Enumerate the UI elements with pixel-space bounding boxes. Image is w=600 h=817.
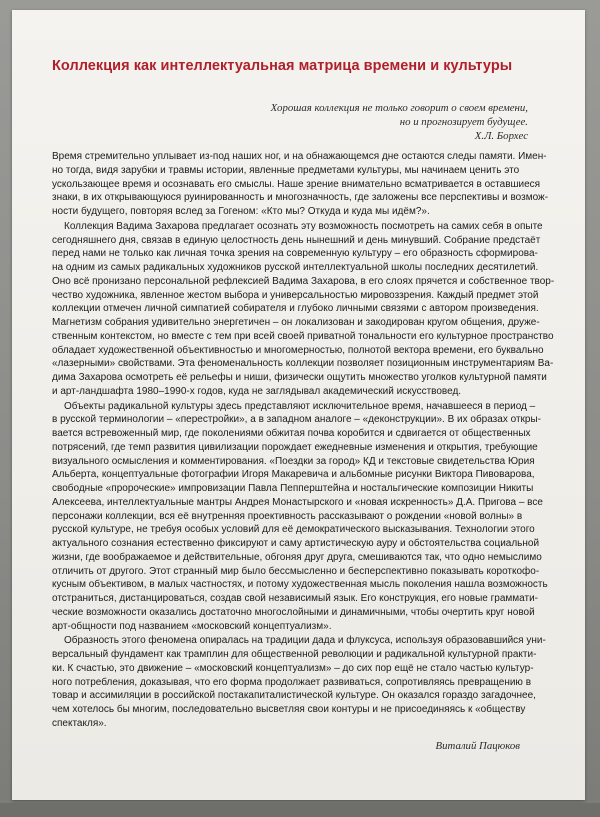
- paragraph-line: дима Захарова осмотреть её рельефы и ниши, физически ощутить множество уголков культурной памяти: [52, 372, 547, 383]
- epigraph: [271, 101, 528, 144]
- paragraph-line: отличить от другого. Этот странный мир было бессмысленно и бесперспективно показывать короткофо-: [52, 565, 540, 577]
- paragraph-line: Альберта, концептуальные фотографии Игоря Макаревича и альбомные рисунки Виктора Пивоварова,: [52, 469, 535, 481]
- paragraph-line: жизни, где воображаемое и действительные, обгоняя друг друга, смешиваются так, что одно немыслимо: [52, 551, 542, 563]
- paragraph-line: версальный фундамент как трамплин для общественной революции и радикальной культурной практи-: [52, 649, 537, 660]
- paragraph-line: товар и ассимиляции в российской постакапиталистической культуре. Он оказался гораздо загадочнее,: [52, 690, 536, 702]
- paragraph-line: ственным контекстом, но вместе с тем при всей своей приватной тональности его культурное пространство: [52, 330, 554, 342]
- paragraph-line: ускользающее время и осознавать его смыслы. Наше зрение внимательно всматривается в оставшиеся: [52, 178, 541, 190]
- paragraph-line: актуального сознания естественно фиксируют и саму артистическую ауру и обстоятельства социальной: [52, 538, 540, 549]
- author-signature: Виталий Пацюков: [435, 740, 520, 752]
- paragraph-line: ки. К счастью, это движение – «московский концептуализм» – до сих пор ещё не стало частью культур-: [52, 662, 534, 674]
- paragraph-line: ного потребления, доказывая, что его форма продолжает развиваться, сопротивляясь превращению в: [52, 676, 532, 688]
- paragraph-line: Магнетизм собрания удивительно энергетичен – он локализован и закодирован кругом общения, друже-: [52, 317, 540, 328]
- paragraph-line: кусным объективом, в малых частностях, и потому художественная мысль поколения нашла возможность: [52, 579, 548, 591]
- paragraph-line: спектакля».: [52, 717, 107, 729]
- paragraph-line: в русской терминологии – «перестройки», а в западном аналоге – «деконструкции». В их образах откры-: [52, 414, 541, 426]
- paragraph-line: ности будущего, повторяя вслед за Гогеном: «Кто мы? Откуда и куда мы идём?».: [52, 206, 430, 217]
- floor-edge: [0, 803, 600, 817]
- paragraph-line: Время стремительно уплывает из-под наших ног, и на обнажающемся дне остаются следы памяти. Имен-: [52, 151, 547, 162]
- paragraph-line: и арт-ландшафта 1980–1990-х годов, куда не заглядывал академический искусствовед.: [52, 385, 462, 397]
- poster-title: Коллекция как интеллектуальная матрица времени и культуры: [52, 58, 513, 74]
- paragraph-line: арт-общности под названием «московский концептуализм».: [52, 620, 332, 632]
- paragraph-line: знаки, в их открывающуюся руинированность и многозначность, где заложены все перспективы и возмож-: [52, 192, 549, 204]
- paragraph-line: обладает художественной объективностью и многомерностью, полнотой вектора времени, его буквально: [52, 344, 544, 356]
- paragraph-line: персонажи коллекции, вся её внутренняя проективность рассказывают о рождении «новой волны» в: [52, 510, 523, 522]
- paragraph-line: «лазерными» свойствами. Эта феноменальность коллекции позволяет позиционным инструментариям Ва-: [52, 358, 554, 370]
- paragraph: [52, 400, 554, 634]
- body-text: [52, 150, 554, 731]
- paragraph-line: русской культуре, не требуя особых условий для её демократического высказывания. Технологии этого: [52, 524, 535, 536]
- paragraph-line: ческие возможности оказались достаточно многослойными и динамичными, чтобы очертить круг новой: [52, 606, 535, 618]
- epigraph-author: Х.Л. Борхес: [474, 130, 528, 143]
- paragraph-line: коллекции отмечен личной симпатией собирателя и глубоко личными связями с автором произведения.: [52, 303, 539, 315]
- paragraph-line: но тогда, видя зарубки и травмы истории, явленные предметами культуры, мы начинаем ценить это: [52, 164, 520, 176]
- paragraph: [52, 634, 554, 730]
- paragraph-line: сегодняшнего дня, связав в единую целостность день нынешний и день минувший. Собрание предстаёт: [52, 234, 541, 246]
- epigraph-line: но и прогнозирует будущее.: [399, 116, 528, 129]
- paragraph-line: Образность этого феномена опиралась на традиции дада и флуксуса, используя образовавшийся уни-: [64, 635, 546, 647]
- paragraph-line: Коллекция Вадима Захарова предлагает осознать эту возможность посмотреть на самих себя в опыте: [64, 220, 543, 232]
- paragraph-line: вается встревоженный мир, где поколениями обжитая почва коробится и сдвигается от общественных: [52, 428, 531, 439]
- paragraph: [52, 220, 554, 399]
- paragraph-line: перед нами не только как личная точка зрения на современную культуру – его образность сформирова-: [52, 248, 538, 260]
- paragraph-line: отстраниться, дистанцироваться, создав свой независимый язык. Его конструкция, его новые граммати-: [52, 593, 538, 604]
- paragraph-line: Алексеева, интеллектуальные мантры Андрея Монастырского и «новая искренность» Д.А. Пригова – все: [52, 496, 543, 508]
- paragraph-line: на одним из самых радикальных художников русской интеллектуальной школы последних десятилетий.: [52, 262, 539, 273]
- paragraph-line: свободные «пророческие» импровизации Павла Пепперштейна и ностальгические композиции Никиты: [52, 483, 534, 494]
- paragraph-line: Оно всё пронизано персональной рефлексией Вадима Захарова, в его слоях прячется и собственное твор-: [52, 275, 555, 287]
- paragraph-line: потрясений, где темп развития цивилизации порождает ежедневные изменения и открытия, требующие: [52, 441, 538, 453]
- epigraph-line: Хорошая коллекция не только говорит о своем времени,: [270, 102, 528, 114]
- paragraph-line: визуального осмысления и комментирования. «Поездки за город» КД и текстовые свидетельства Юрия: [52, 455, 535, 467]
- paragraph-line: чество художника, явленное жестом выбора и универсальностью мировоззрения. Каждый предмет этой: [52, 289, 539, 301]
- paragraph-line: Объекты радикальной культуры здесь представляют исключительное время, начавшееся в период –: [64, 400, 536, 412]
- paragraph: [52, 150, 554, 219]
- paragraph-line: чем хотелось бы многим, последовательно высветляя свои контуры и не присоединяясь к «обществу: [52, 704, 526, 715]
